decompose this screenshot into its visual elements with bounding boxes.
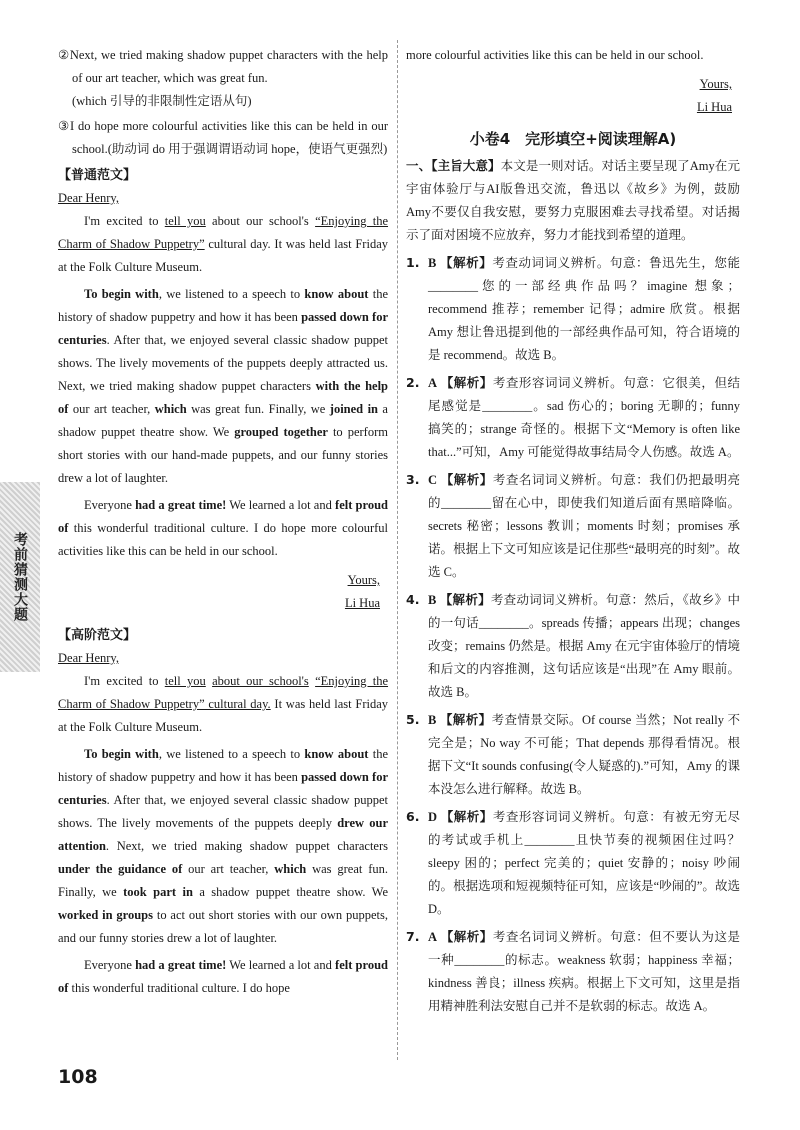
answer-number: 2.	[406, 375, 420, 390]
answer-item	[406, 468, 740, 584]
normal-para-2: To begin with, we listened to a speech to know about the history of shadow puppetry and how it has been passed down for centuries. After that, we enjoyed several classic shadow puppet shows. The lively movements of the puppets deeply attracted us. Next, we tried making shadow puppet characters with the help of our art teacher, which was great fun. Finally, we joined in a shadow puppet theatre show. We grouped together to perform short stories with our hand-made puppets, and our funny stories drew a lot of laughter.	[58, 287, 389, 485]
left-column	[58, 44, 388, 1000]
column-divider	[397, 40, 398, 1060]
answer-item	[406, 925, 740, 1018]
answer-number: 7.	[406, 929, 420, 944]
answer-number: 3.	[406, 472, 420, 487]
normal-para-1: I'm excited to tell you about our school's “Enjoying the Charm of Shadow Puppetry” cultural day. It was held last Friday at the Folk Culture Museum.	[58, 214, 389, 274]
advanced-essay-header: 【高阶范文】	[58, 627, 137, 642]
answer-item	[406, 805, 740, 921]
normal-essay-header: 【普通范文】	[58, 167, 137, 182]
answer-item	[406, 588, 740, 704]
answer-text: C 【解析】考查名词词义辨析。句意：我们仍把最明亮的________留在心中，即使我们知道后面有黑暗降临。secrets 秘密；lessons 教训；moments 时刻；promises 承诺。根据上下文可知应该是记住那些“最明亮的时刻”。故选 C。	[428, 472, 740, 579]
point-2: ②Next, we tried making shadow puppet characters with the help of our art teacher, which was great fun. (which 引导的非限制性定语从句)	[58, 48, 388, 108]
advanced-para-2: To begin with, we listened to a speech to know about the history of shadow puppetry and how it has been passed down for centuries. After that, we enjoyed several classic shadow puppet shows. The lively movements of the puppets deeply drew our attention. Next, we tried making shadow puppet characters under the guidance of our art teacher, which was great fun. Finally, we took part in a shadow puppet theatre show. We worked in groups to act out short stories with our own puppets, and our funny stories drew a lot of laughter.	[58, 747, 389, 945]
answer-number: 4.	[406, 592, 420, 607]
advanced-signature: Li Hua	[696, 100, 732, 114]
answer-item	[406, 251, 740, 367]
answer-item	[406, 708, 740, 801]
right-column	[406, 44, 740, 1018]
answer-number: 6.	[406, 809, 420, 824]
normal-signature: Li Hua	[344, 596, 380, 610]
advanced-para-3: Everyone had a great time! We learned a lot and felt proud of this wonderful traditional culture. I do hope	[58, 958, 388, 995]
normal-salutation: Dear Henry,	[58, 191, 119, 205]
answer-text: D 【解析】考查形容词词义辨析。句意：有被无穷无尽的考试或手机上________且快节奏的视频困住过吗？sleepy 困的；perfect 完美的；quiet 安静的；noisy 吵闹的。根据选项和短视频特征可知，应该是“吵闹的”。故选 D。	[428, 809, 740, 916]
advanced-closing: Yours,	[699, 77, 732, 91]
advanced-para-3-continued: more colourful activities like this can be held in our school.	[406, 48, 704, 62]
point-3: ③I do hope more colourful activities like this can be held in our school.(助动词 do 用于强调谓语动词 hope，使语气更强烈)	[58, 119, 388, 156]
answer-number: 5.	[406, 712, 420, 727]
section-title: 小卷4 完形填空+阅读理解A)	[469, 130, 677, 148]
answer-item	[406, 371, 740, 464]
answer-number: 1.	[406, 255, 420, 270]
main-idea: 一、【主旨大意】本文是一则对话。对话主要呈现了Amy在元宇宙体验厅与AI版鲁迅交流，鲁迅以《故乡》为例，鼓励Amy不要仅自我安慰，要努力克服困难去寻找希望。对话揭示了面对困境不应放弃，努力才能找到希望的道理。	[406, 159, 740, 242]
answer-text: B 【解析】考查情景交际。Of course 当然；Not really 不完全是；No way 不可能；That depends 那得看情况。根据下文“It sounds confusing(令人疑惑的).”可知，Amy 的课本没怎么进行解释。故选 B。	[428, 712, 740, 796]
advanced-salutation: Dear Henry,	[58, 651, 119, 665]
answer-text: B 【解析】考查动词词义辨析。句意：鲁迅先生，您能________您的一部经典作品吗？imagine 想象；recommend 推荐；remember 记得；admire 欣赏。根据Amy 想让鲁迅提到他的一部经典作品可知，符合语境的是 recommend。故选 B。	[428, 255, 740, 362]
page-number: 108	[58, 1066, 98, 1088]
answer-text: A 【解析】考查形容词词义辨析。句意：它很美，但结尾感觉是________。sad 伤心的；boring 无聊的；funny 搞笑的；strange 奇怪的。根据下文“Memory is often like that...”可知，Amy 可能觉得故事结局令人伤感。故选 A。	[428, 375, 740, 459]
answer-text: A 【解析】考查名词词义辨析。句意：但不要认为这是一种________的标志。weakness 软弱；happiness 幸福；kindness 善良；illness 疾病。根据上下文可知，这里是指用精神胜利法安慰自己并不是软弱的标志。故选 A。	[428, 929, 740, 1013]
normal-closing: Yours,	[347, 573, 380, 587]
advanced-para-1: I'm excited to tell you about our school's “Enjoying the Charm of Shadow Puppetry” cultural day. It was held last Friday at the Folk Culture Museum.	[58, 674, 389, 734]
side-tab	[0, 482, 40, 672]
answer-text: B 【解析】考查动词词义辨析。句意：然后，《故乡》中的一句话________。spreads 传播；appears 出现；changes 改变；remains 仍然是。根据 Amy 在元宇宙体验厅的情境和后文的内容推测，这句话应该是“出现”在 Amy 眼前。故选 B。	[428, 592, 740, 699]
normal-para-3: Everyone had a great time! We learned a lot and felt proud of this wonderful traditional culture. I do hope more colourful activities like this can be held in our school.	[58, 498, 388, 558]
answer-list	[406, 251, 740, 1018]
side-tab-label: 考前猜测大题	[12, 532, 28, 622]
